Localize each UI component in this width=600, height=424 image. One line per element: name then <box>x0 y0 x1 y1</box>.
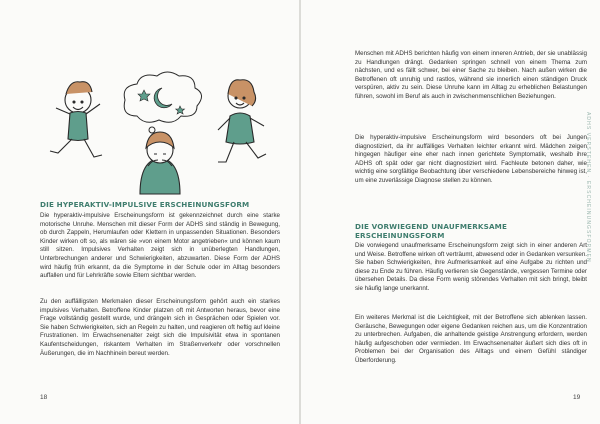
paragraph: Die hyperaktiv-impulsive Erscheinungsform ist gekennzeichnet durch eine starke motorische Unruhe. Menschen mit dieser Form der ADHS sind ständig in Bewegung, ob durch Zappeln, Herumlaufen oder Klettern in unpassenden Situationen. Besonders Kinder wirken oft so, als wären sie »von einem Motor angetrieben« und können kaum still sitzen. Impulsives Verhalten zeigt sich in unüberlegten Handlungen, Unterbrechungen anderer und Schwierigkeiten, abzuwarten. Diese Form der ADHS wird häufig früh erkannt, da die Symptome in der Schule oder im Alltag besonders auffallen und für Lehrkräfte sowie Eltern sichtbar werden. <box>40 212 280 280</box>
page-number: 19 <box>573 394 581 401</box>
section-heading-inattentive: DIE VORWIEGEND UNAUFMERKSAME ERSCHEINUNGSFORM <box>355 222 508 240</box>
jumping-boy <box>50 82 102 157</box>
sitting-girl <box>140 132 180 194</box>
running-head <box>584 112 592 272</box>
paragraph: Ein weiteres Merkmal ist die Leichtigkeit, mit der Betroffene sich ablenken lassen. Geräusche, Bewegungen oder eigene Gedanken reichen aus, um die Konzentration zu unterbrechen. Aufgaben, die anhaltende geistige Anstrengung erfordern, werden häufig aufgeschoben oder vermieden. Im Erwachsenenalter äußert sich dies oft in Problemen bei der Organisation des Alltags und einem Gefühl ständiger Überforderung. <box>355 314 587 364</box>
paragraph: Die hyperaktiv-impulsive Erscheinungsform wird besonders oft bei Jungen diagnostiziert, da ihr auffälliges Verhalten leichter erkannt wird. Mädchen zeigen hingegen häufiger eine eher nach innen gerichtete Symptomatik, weshalb ihre ADHS oft spät oder gar nicht diagnostiziert wird. Fachleute betonen daher, wie wichtig eine sorgfältige Beobachtung über verschiedene Lebensbereiche hinweg ist, um eine zuverlässige Diagnose stellen zu können. <box>355 134 587 184</box>
left-page <box>0 0 299 424</box>
paragraph: Zu den auffälligsten Merkmalen dieser Erscheinungsform gehört auch ein starkes impulsives Verhalten. Betroffene Kinder platzen oft mit Antworten heraus, bevor eine Frage vollständig gestellt wurde, und drängeln sich in Gesprächen oder Spielen vor. Sie haben Schwierigkeiten, sich an Regeln zu halten, und reagieren oft heftig auf kleine Frustrationen. Im Erwachsenenalter zeigt sich die Impulsivität etwa in spontanen Kaufentscheidungen, riskantem Verhalten im Straßenverkehr oder vorschnellen Äußerungen, die im Nachhinein bereut werden. <box>40 298 280 357</box>
running-head-text: ADHS VERSTEHEN · ERSCHEINUNGSFORMEN <box>585 112 591 263</box>
section-heading-hyperactive: DIE HYPERAKTIV-IMPULSIVE ERSCHEINUNGSFORM <box>40 200 250 209</box>
paragraph: Die vorwiegend unaufmerksame Erscheinungsform zeigt sich in einer anderen Art und Weise. Betroffene wirken oft verträumt, abwesend oder in Gedanken versunken. Sie haben Schwierigkeiten, ihre Aufmerksamkeit auf eine Aufgabe zu richten und diese zu Ende zu führen. Häufig verlieren sie Gegenstände, vergessen Termine oder übersehen Details. Da diese Form wenig störendes Verhalten mit sich bringt, bleibt sie häufig lange unerkannt. <box>355 242 587 292</box>
right-page <box>301 0 600 424</box>
paragraph: Menschen mit ADHS berichten häufig von einem inneren Antrieb, der sie unablässig zu Handlungen drängt. Gedanken springen schnell von einem Thema zum nächsten, und es fällt schwer, bei einer Sache zu bleiben. Nach außen wirken die Betroffenen oft unruhig und rastlos, während sie innerlich einen ständigen Druck verspüren, aktiv zu sein. Diese Unruhe kann im Alltag zu erheblichen Belastungen führen, sowohl im Beruf als auch in zwischenmenschlichen Beziehungen. <box>355 50 587 100</box>
running-girl <box>218 80 266 162</box>
children-illustration <box>40 66 280 196</box>
page-number: 18 <box>40 394 48 401</box>
